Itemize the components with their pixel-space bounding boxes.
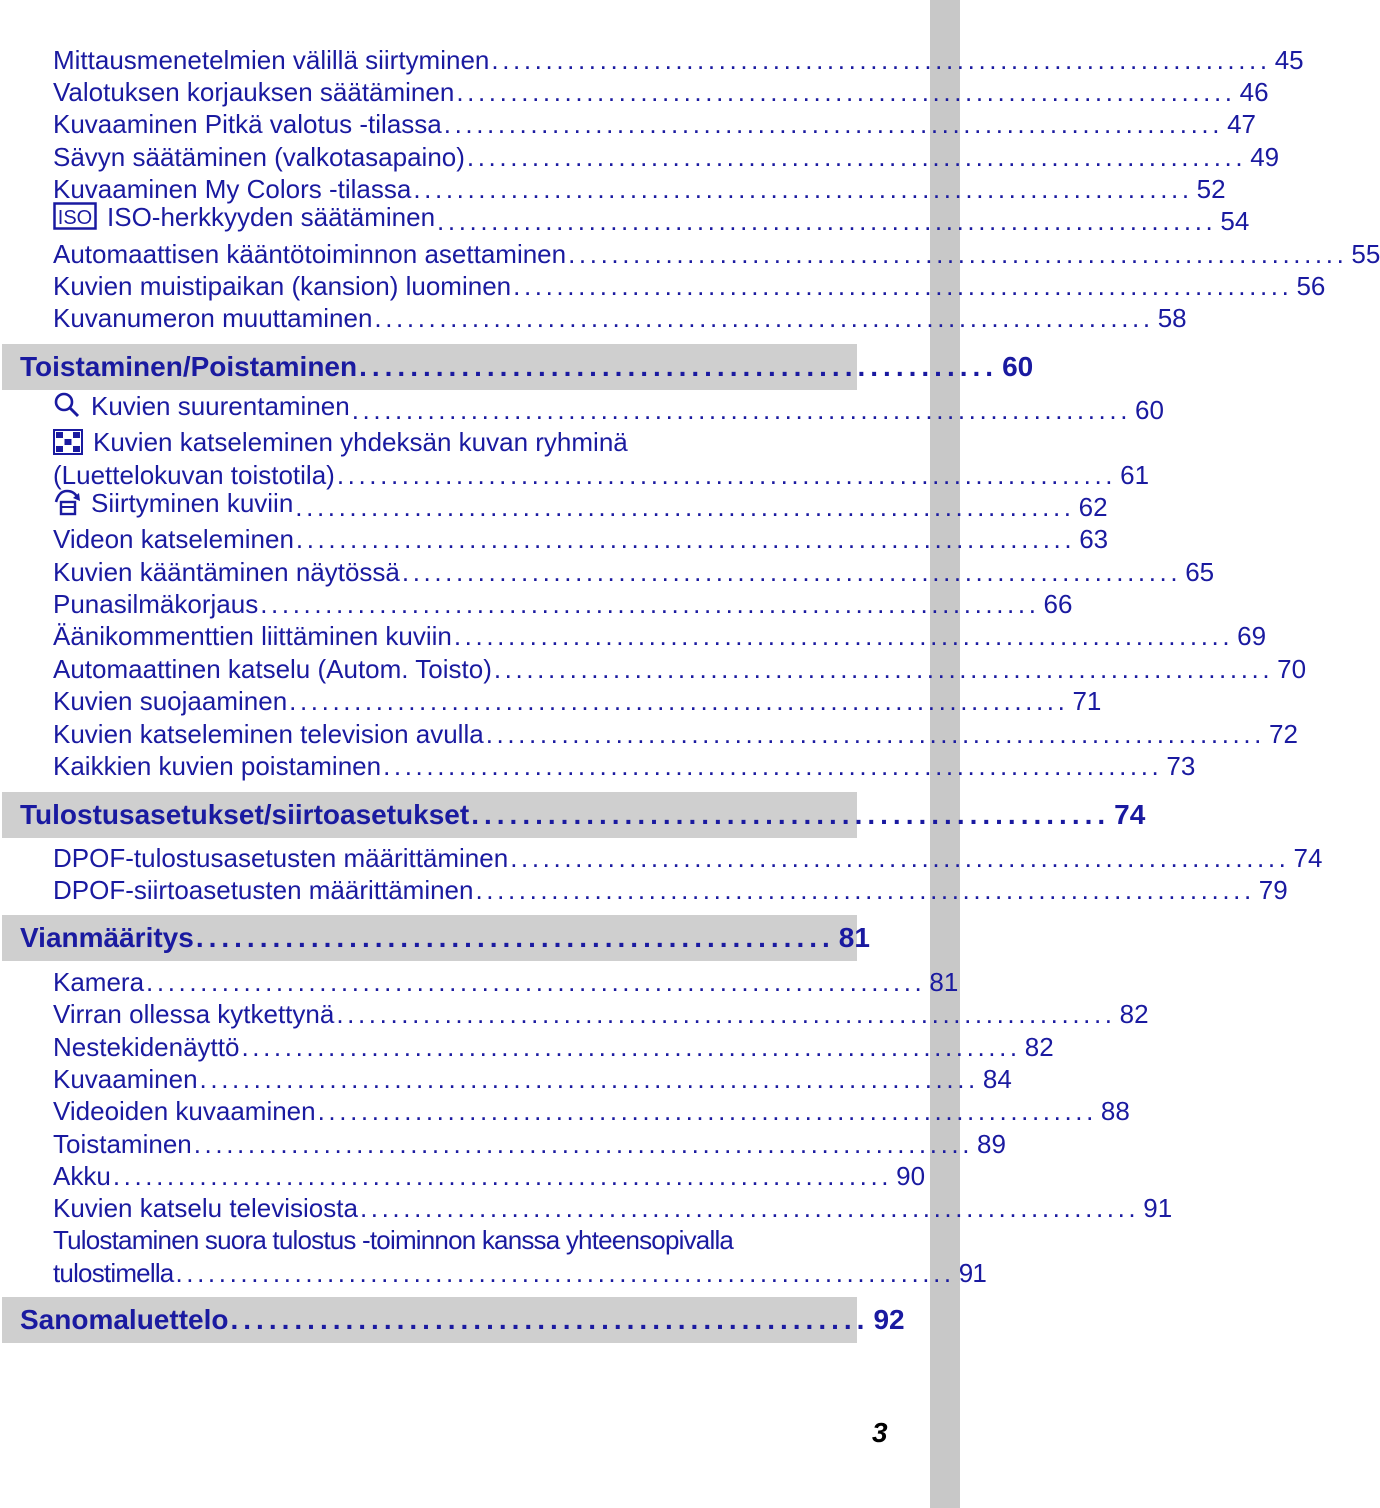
section-entry — [20, 1304, 905, 1336]
section-page: 92 — [873, 1304, 905, 1335]
toc-entry[interactable] — [53, 76, 1269, 108]
section-title: Tulostusasetukset/siirtoasetukset — [20, 799, 470, 830]
dot-leader: ........................................................................ — [475, 875, 1255, 905]
toc-entry-title: Videon katseleminen — [53, 524, 294, 554]
iso-icon — [53, 202, 97, 237]
toc-entry[interactable] — [53, 588, 1073, 620]
dot-leader: ........................................................................ — [336, 460, 1117, 490]
toc-entry[interactable] — [53, 202, 1250, 237]
dot-leader: ........................................................................ — [359, 1193, 1140, 1223]
toc-entry-page: 65 — [1185, 557, 1215, 587]
dot-leader: ........................................................................ — [466, 142, 1247, 172]
section-heading-playback[interactable] — [2, 344, 1034, 390]
toc-entry-title: Kuvaaminen — [53, 1064, 198, 1094]
section-page: 74 — [1114, 799, 1146, 830]
dot-leader: ........................................................................ — [336, 999, 1116, 1029]
toc-entry[interactable] — [53, 750, 1196, 782]
dot-leader: ........................................................................ — [493, 654, 1274, 684]
toc-entry-title: Siirtyminen kuviin — [53, 487, 293, 523]
section-page: 81 — [838, 922, 870, 953]
dot-leader: ........................................................................ — [485, 719, 1266, 749]
toc-entry[interactable] — [53, 556, 1215, 588]
section-entry — [20, 351, 1034, 383]
section-title: Toistaminen/Poistaminen — [20, 351, 358, 382]
toc-entry-page: 69 — [1237, 621, 1267, 651]
toc-entry[interactable] — [53, 141, 1280, 173]
toc-entry-title: Sävyn säätäminen (valkotasapaino) — [53, 142, 465, 172]
toc-entry-title: Virran ollessa kytkettynä — [53, 999, 335, 1029]
dot-leader: .................................................. — [359, 351, 999, 382]
toc-entry-title: Kaikkien kuvien poistaminen — [53, 751, 382, 781]
toc-entry-title: Kuvien suurentaminen — [53, 390, 350, 426]
dot-leader: ........................................................................ — [456, 77, 1236, 107]
section-page: 60 — [1002, 351, 1034, 382]
dot-leader: ........................................................................ — [351, 395, 1132, 425]
section-title: Vianmääritys — [20, 922, 194, 953]
toc-entry-title: Automaattisen kääntötoiminnon asettaminen — [53, 239, 567, 269]
toc-entry-page: 70 — [1277, 654, 1307, 684]
toc-entry[interactable] — [53, 966, 959, 998]
section-entry — [20, 799, 1146, 831]
toc-entry-page: 61 — [1120, 460, 1150, 490]
dot-leader: ........................................................................ — [413, 174, 1193, 204]
dot-leader: ........................................................................ — [453, 621, 1234, 651]
toc-entry-page: 74 — [1293, 843, 1323, 873]
toc-entry[interactable] — [53, 523, 1109, 555]
toc-entry-page: 63 — [1079, 524, 1109, 554]
svg-text:ISO: ISO — [57, 207, 93, 229]
index-grid-icon — [53, 429, 83, 462]
magnify-icon — [53, 391, 81, 426]
toc-entry-page: 91 — [958, 1258, 987, 1288]
toc-entry-first-line[interactable]: Tulostaminen suora tulostus -toiminnon kanssa yhteensopivalla — [53, 1225, 734, 1255]
dot-leader: .................................................. — [471, 799, 1111, 830]
toc-entry-page: 54 — [1220, 206, 1250, 236]
toc-entry-page: 91 — [1143, 1193, 1173, 1223]
dot-leader: ........................................................................ — [437, 206, 1217, 236]
dot-leader: ........................................................................ — [199, 1064, 979, 1094]
toc-entry[interactable] — [53, 391, 1164, 426]
toc-entry-title: ISO ISO-herkkyyden säätäminen — [53, 201, 435, 237]
dot-leader: ........................................................................ — [146, 967, 926, 997]
dot-leader: ........................................................................ — [491, 45, 1271, 75]
toc-entry-title: Kuvaaminen Pitkä valotus -tilassa — [53, 109, 442, 139]
dot-leader: ........................................................................ — [317, 1096, 1097, 1126]
dot-leader: ........................................................................ — [513, 271, 1293, 301]
toc-entry-page: 60 — [1135, 395, 1164, 425]
dot-leader: .................................................. — [230, 1304, 870, 1335]
toc-entry-title: Videoiden kuvaaminen — [53, 1096, 316, 1126]
toc-entry[interactable] — [53, 1095, 1130, 1127]
toc-entry[interactable] — [53, 44, 1304, 76]
dot-leader: ........................................................................ — [241, 1032, 1021, 1062]
toc-entry-title: Äänikommenttien liittäminen kuviin — [53, 621, 452, 651]
toc-entry-page: 71 — [1072, 686, 1102, 716]
toc-entry[interactable] — [53, 842, 1323, 874]
toc-entry-page: 84 — [982, 1064, 1012, 1094]
toc-entry[interactable] — [53, 270, 1326, 302]
toc-entry[interactable] — [53, 488, 1108, 523]
toc-entry[interactable] — [53, 998, 1149, 1030]
dot-leader: ........................................................................ — [383, 751, 1163, 781]
toc-entry-title: Automaattinen katselu (Autom. Toisto) — [53, 654, 492, 684]
toc-entry-page: 49 — [1250, 142, 1280, 172]
dot-leader: ........................................................................ — [374, 303, 1154, 333]
toc-entry-page: 72 — [1269, 719, 1298, 749]
section-heading-troubleshooting[interactable] — [2, 915, 870, 961]
toc-entry[interactable] — [53, 653, 1307, 685]
toc-entry-title: tulostimella — [53, 1258, 174, 1288]
dot-leader: ........................................................................ — [193, 1129, 974, 1159]
toc-entry-page: 58 — [1157, 303, 1187, 333]
toc-entry-title: (Luettelokuvan toistotila) — [53, 460, 335, 490]
section-heading-print[interactable] — [2, 792, 1146, 838]
toc-entry-page: 46 — [1239, 77, 1269, 107]
toc-entry-page: 82 — [1119, 999, 1149, 1029]
toc-entry[interactable] — [53, 1063, 1012, 1095]
jump-icon — [53, 488, 81, 523]
toc-entry-page: 45 — [1274, 45, 1304, 75]
toc-entry-title: Toistaminen — [53, 1129, 192, 1159]
dot-leader: ........................................................................ — [510, 843, 1290, 873]
page-number: 3 — [872, 1417, 888, 1448]
toc-entry-page: 82 — [1024, 1032, 1054, 1062]
section-entry — [20, 922, 870, 954]
toc-entry-page: 88 — [1100, 1096, 1130, 1126]
toc-entry-title: Valotuksen korjauksen säätäminen — [53, 77, 455, 107]
dot-leader: ........................................................................ — [289, 686, 1069, 716]
toc-entry-title: Kuvien katseleminen television avulla — [53, 719, 484, 749]
toc-entry-title: Kuvien muistipaikan (kansion) luominen — [53, 271, 512, 301]
toc-entry[interactable] — [53, 1257, 987, 1289]
toc-entry-page: 73 — [1166, 751, 1196, 781]
toc-entry-first-line[interactable]: Kuvien katseleminen yhdeksän kuvan ryhminä — [53, 426, 628, 462]
dot-leader: ........................................................................ — [112, 1161, 893, 1191]
toc-entry-page: 52 — [1196, 174, 1226, 204]
toc-entry[interactable] — [53, 238, 1380, 270]
toc-entry[interactable] — [53, 685, 1102, 717]
dot-leader: ........................................................................ — [295, 524, 1076, 554]
toc-entry-title: Kuvaaminen My Colors -tilassa — [53, 174, 412, 204]
dot-leader: ........................................................................ — [260, 589, 1040, 619]
toc-entry-title: DPOF-siirtoasetusten määrittäminen — [53, 875, 474, 905]
toc-entry[interactable] — [53, 1192, 1173, 1224]
toc-entry-page: 89 — [977, 1129, 1006, 1159]
section-heading-messages[interactable] — [2, 1297, 905, 1343]
dot-leader: ........................................................................ — [175, 1258, 955, 1288]
toc-entry[interactable] — [53, 1031, 1054, 1063]
toc-entry-page: 66 — [1043, 589, 1073, 619]
toc-entry-page: 90 — [896, 1161, 926, 1191]
toc-entry-title: Nestekidenäyttö — [53, 1032, 240, 1062]
toc-entry-title: Mittausmenetelmien välillä siirtyminen — [53, 45, 490, 75]
toc-entry-page: 62 — [1078, 492, 1108, 522]
toc-entry-title: Punasilmäkorjaus — [53, 589, 259, 619]
toc-entry[interactable] — [53, 874, 1288, 906]
toc-entry[interactable] — [53, 1160, 926, 1192]
dot-leader: ........................................................................ — [443, 109, 1224, 139]
dot-leader: ........................................................................ — [568, 239, 1348, 269]
toc-entry-title: Kuvanumeron muuttaminen — [53, 303, 373, 333]
toc-entry[interactable] — [53, 108, 1256, 140]
toc-entry[interactable] — [53, 302, 1187, 334]
toc-entry-title: Kuvien kääntäminen näytössä — [53, 557, 400, 587]
dot-leader: .................................................. — [195, 922, 835, 953]
toc-entry-page: 47 — [1227, 109, 1256, 139]
toc-entry[interactable] — [53, 718, 1298, 750]
toc-entry-title: Kuvien katselu televisiosta — [53, 1193, 358, 1223]
toc-entry-title: DPOF-tulostusasetusten määrittäminen — [53, 843, 509, 873]
toc-entry-page: 81 — [929, 967, 959, 997]
toc-entry-page: 55 — [1351, 239, 1380, 269]
section-title: Sanomaluettelo — [20, 1304, 229, 1335]
toc-entry-page: 56 — [1296, 271, 1326, 301]
dot-leader: ........................................................................ — [295, 492, 1075, 522]
dot-leader: ........................................................................ — [401, 557, 1182, 587]
toc-entry[interactable] — [53, 620, 1267, 652]
toc-entry-title: Akku — [53, 1161, 111, 1191]
toc-entry-title: Kuvien suojaaminen — [53, 686, 288, 716]
toc-entry-page: 79 — [1258, 875, 1288, 905]
toc-entry-title: Kamera — [53, 967, 145, 997]
toc-entry[interactable] — [53, 1128, 1006, 1160]
